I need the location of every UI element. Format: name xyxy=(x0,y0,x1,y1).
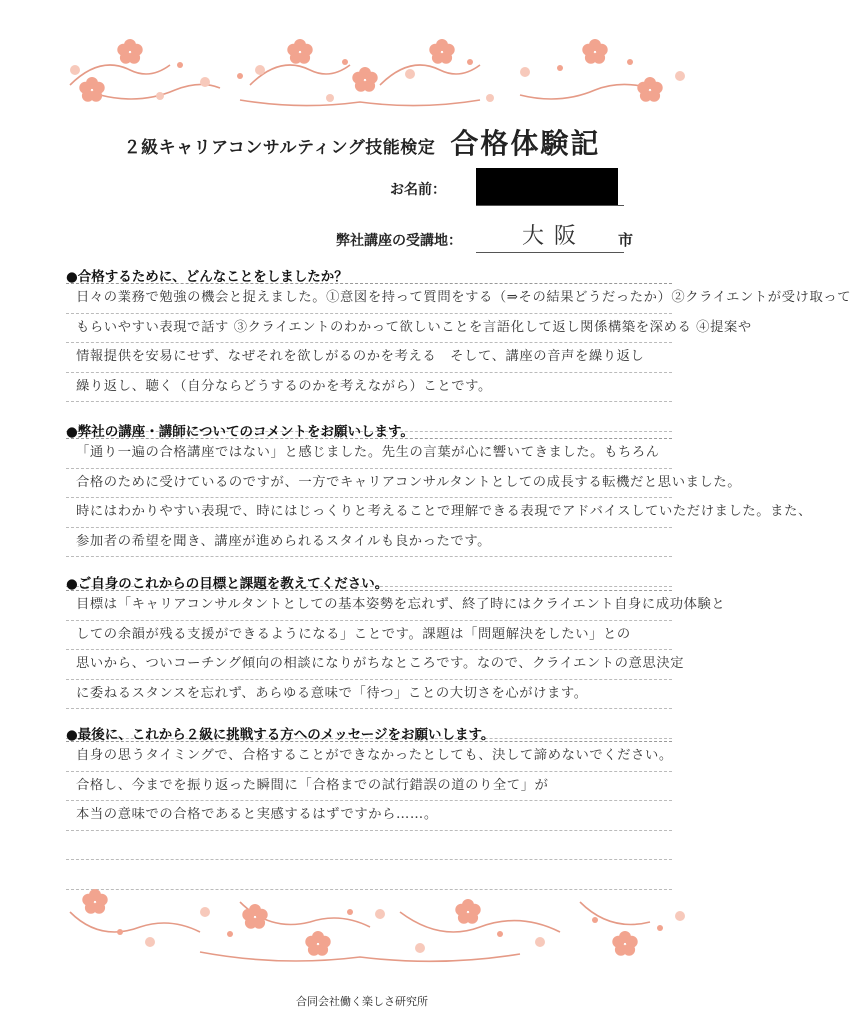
section-strategy xyxy=(66,265,851,432)
section-heading: ●最後に、これから２級に挑戦する方へのメッセージをお願いします。 xyxy=(66,723,672,742)
answer-line: 合格のために受けているのですが、一方でキャリアコンサルタントとしての成長する転機だと思いました。 xyxy=(66,469,672,499)
answer-line: 「通り一遍の合格講座ではない」と感じました。先生の言葉が心に響いてきました。もちろん xyxy=(66,439,672,469)
section-heading: ●ご自身のこれからの目標と課題を教えてください。 xyxy=(66,572,672,591)
answer-line: 自身の思うタイミングで、合格することができなかったとしても、決して諦めないでください。 xyxy=(66,742,672,772)
section-course-comment xyxy=(66,420,812,587)
venue-suffix: 市 xyxy=(618,231,634,249)
name-label: お名前： xyxy=(390,182,446,198)
floral-border-top xyxy=(0,10,724,120)
section-heading: ●合格するために、どんなことをしましたか？ xyxy=(66,265,672,284)
venue-underline xyxy=(476,252,624,253)
footer-company: 合同会社働く楽しさ研究所 xyxy=(296,995,428,1008)
page-title xyxy=(0,122,724,162)
answer-line: 情報提供を安易にせず、なぜそれを欲しがるのかを考える そして、講座の音声を繰り返し xyxy=(66,343,672,373)
name-redaction xyxy=(476,168,618,206)
answer-line xyxy=(66,831,672,861)
section-goals xyxy=(66,572,726,739)
venue-value: 大阪 xyxy=(522,224,587,249)
answer-line: 参加者の希望を聞き、講座が進められるスタイルも良かったです。 xyxy=(66,528,672,558)
answer-line: 繰り返し、聴く（自分ならどうするのかを考えながら）ことです。 xyxy=(66,373,672,403)
answer-line: しての余韻が残る支援ができるようになる」ことです。課題は「問題解決をしたい」との xyxy=(66,621,672,651)
document-title: 合格体験記 xyxy=(450,127,601,160)
answer-line: 本当の意味での合格であると実感するはずですから……。 xyxy=(66,801,672,831)
section-message xyxy=(66,723,672,890)
answer-line: 合格し、今までを振り返った瞬間に「合格までの試行錯誤の道のり全て」が xyxy=(66,772,672,802)
section-heading: ●弊社の講座・講師についてのコメントをお願いします。 xyxy=(66,420,672,439)
venue-label: 弊社講座の受講地： xyxy=(336,233,462,249)
answer-line: 思いから、ついコーチング傾向の相談になりがちなところです。なので、クライエントの意思決定 xyxy=(66,650,672,680)
answer-line: もらいやすい表現で話す ③クライエントのわかって欲しいことを言語化して返し関係構築を深める ④提案や xyxy=(66,314,672,344)
floral-border-bottom xyxy=(0,872,724,982)
name-underline xyxy=(476,205,624,206)
exam-subtitle: ２級キャリアコンサルティング技能検定 xyxy=(123,138,436,158)
answer-line: 時にはわかりやすい表現で、時にはじっくりと考えることで理解できる表現でアドバイスしていただけました。また、 xyxy=(66,498,672,528)
answer-line: 目標は「キャリアコンサルタントとしての基本姿勢を忘れず、終了時にはクライエント自身に成功体験と xyxy=(66,591,672,621)
answer-line: に委ねるスタンスを忘れず、あらゆる意味で「待つ」ことの大切さを心がけます。 xyxy=(66,680,672,710)
answer-line: 日々の業務で勉強の機会と捉えました。①意図を持って質問をする（⇒その結果どうだったか）②クライエントが受け取って xyxy=(66,284,672,314)
